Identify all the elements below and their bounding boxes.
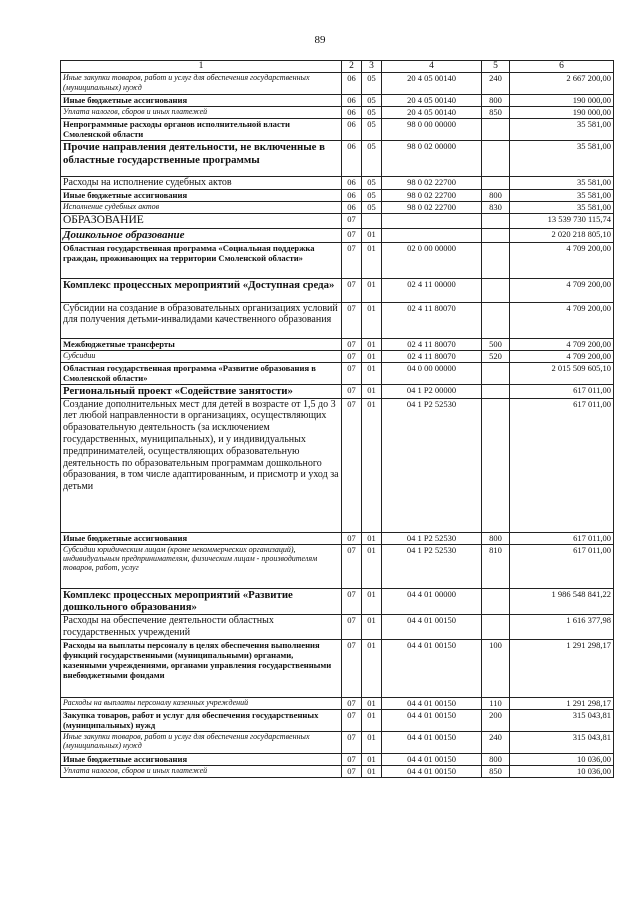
row-name-cell: Непрограммные расходы органов исполнительной власти Смоленской области	[61, 119, 342, 141]
header-col-2: 2	[342, 61, 362, 73]
row-name-cell: Иные бюджетные ассигнования	[61, 190, 342, 202]
header-col-3: 3	[362, 61, 382, 73]
table-row	[61, 214, 614, 229]
table-row	[61, 753, 614, 765]
table-row	[61, 384, 614, 398]
row-subsection-cell: 01	[362, 731, 382, 753]
row-subsection-cell: 01	[362, 228, 382, 242]
row-section-cell: 06	[342, 177, 362, 190]
row-name-cell: Региональный проект «Содействие занятости»	[61, 384, 342, 398]
row-expense-type-cell	[482, 384, 510, 398]
table-row	[61, 697, 614, 709]
row-subsection-cell: 05	[362, 73, 382, 95]
row-subsection-cell: 01	[362, 350, 382, 362]
row-target-article-cell: 04 4 01 00150	[382, 765, 482, 777]
row-subsection-cell: 05	[362, 141, 382, 177]
row-section-cell: 07	[342, 588, 362, 614]
row-amount-cell: 4 709 200,00	[510, 338, 614, 350]
row-amount-cell: 10 036,00	[510, 753, 614, 765]
row-target-article-cell: 02 4 11 80070	[382, 338, 482, 350]
row-name-cell: Иные бюджетные ассигнования	[61, 753, 342, 765]
row-section-cell: 07	[342, 615, 362, 640]
row-name-cell: Комплекс процессных мероприятий «Доступная среда»	[61, 278, 342, 302]
table-row	[61, 95, 614, 107]
table-row	[61, 615, 614, 640]
row-section-cell: 07	[342, 731, 362, 753]
row-name-cell: Областная государственная программа «Развитие образования в Смоленской области»	[61, 362, 342, 384]
row-amount-cell: 617 011,00	[510, 532, 614, 544]
row-section-cell: 07	[342, 709, 362, 731]
row-subsection-cell: 01	[362, 338, 382, 350]
row-expense-type-cell: 810	[482, 544, 510, 588]
row-amount-cell: 4 709 200,00	[510, 242, 614, 278]
row-target-article-cell: 98 0 02 22700	[382, 202, 482, 214]
row-name-cell: Уплата налогов, сборов и иных платежей	[61, 765, 342, 777]
row-target-article-cell: 04 4 01 00150	[382, 753, 482, 765]
row-name-cell: Иные бюджетные ассигнования	[61, 532, 342, 544]
row-subsection-cell: 01	[362, 765, 382, 777]
row-subsection-cell: 01	[362, 278, 382, 302]
row-subsection-cell: 05	[362, 119, 382, 141]
row-target-article-cell: 04 4 01 00150	[382, 709, 482, 731]
row-amount-cell: 315 043,81	[510, 731, 614, 753]
table-row	[61, 107, 614, 119]
row-amount-cell: 13 539 730 115,74	[510, 214, 614, 229]
table-row	[61, 119, 614, 141]
row-target-article-cell: 04 4 01 00150	[382, 639, 482, 697]
row-expense-type-cell	[482, 177, 510, 190]
row-subsection-cell: 05	[362, 190, 382, 202]
row-subsection-cell: 01	[362, 697, 382, 709]
row-section-cell: 06	[342, 119, 362, 141]
row-target-article-cell	[382, 228, 482, 242]
row-name-cell: Расходы на выплаты персоналу казенных учреждений	[61, 697, 342, 709]
row-section-cell: 07	[342, 532, 362, 544]
row-expense-type-cell	[482, 588, 510, 614]
table-row	[61, 544, 614, 588]
table-row	[61, 639, 614, 697]
row-name-cell: Расходы на исполнение судебных актов	[61, 177, 342, 190]
row-amount-cell: 190 000,00	[510, 107, 614, 119]
row-expense-type-cell	[482, 398, 510, 532]
row-section-cell: 06	[342, 95, 362, 107]
table-row	[61, 190, 614, 202]
row-amount-cell: 1 986 548 841,22	[510, 588, 614, 614]
row-target-article-cell: 02 4 11 80070	[382, 302, 482, 338]
row-section-cell: 07	[342, 765, 362, 777]
row-amount-cell: 617 011,00	[510, 384, 614, 398]
table-row	[61, 398, 614, 532]
row-expense-type-cell	[482, 615, 510, 640]
table-row	[61, 765, 614, 777]
row-subsection-cell: 05	[362, 107, 382, 119]
row-section-cell: 06	[342, 202, 362, 214]
table-row	[61, 73, 614, 95]
row-amount-cell: 4 709 200,00	[510, 278, 614, 302]
table-header-row	[61, 61, 614, 73]
row-name-cell: Прочие направления деятельности, не включенные в областные государственные программы	[61, 141, 342, 177]
table-row	[61, 731, 614, 753]
row-expense-type-cell	[482, 242, 510, 278]
row-section-cell: 06	[342, 73, 362, 95]
row-subsection-cell: 01	[362, 615, 382, 640]
row-name-cell: Создание дополнительных мест для детей в возрасте от 1,5 до 3 лет любой направленности в организациях, осуществляющих образовательную деятельность (за исключением государственных, муниципальных), и у индивидуальных предпринимателей, осуществляющих образовательную деятельность по образовательным программам дошкольного образования, в том числе адаптированным, и присмотр и уход за детьми	[61, 398, 342, 532]
row-target-article-cell: 02 4 11 00000	[382, 278, 482, 302]
row-amount-cell: 35 581,00	[510, 177, 614, 190]
header-col-6: 6	[510, 61, 614, 73]
row-name-cell: Иные бюджетные ассигнования	[61, 95, 342, 107]
row-target-article-cell: 98 0 02 00000	[382, 141, 482, 177]
row-expense-type-cell: 800	[482, 190, 510, 202]
row-subsection-cell: 01	[362, 242, 382, 278]
row-subsection-cell: 05	[362, 177, 382, 190]
row-target-article-cell: 04 4 01 00000	[382, 588, 482, 614]
row-amount-cell: 35 581,00	[510, 202, 614, 214]
row-expense-type-cell: 800	[482, 532, 510, 544]
row-target-article-cell: 04 4 01 00150	[382, 731, 482, 753]
table-row	[61, 302, 614, 338]
row-amount-cell: 190 000,00	[510, 95, 614, 107]
row-subsection-cell: 01	[362, 709, 382, 731]
header-col-5: 5	[482, 61, 510, 73]
table-row	[61, 338, 614, 350]
row-target-article-cell: 20 4 05 00140	[382, 107, 482, 119]
row-expense-type-cell: 500	[482, 338, 510, 350]
row-expense-type-cell	[482, 302, 510, 338]
row-section-cell: 07	[342, 278, 362, 302]
row-target-article-cell: 20 4 05 00140	[382, 73, 482, 95]
table-body	[61, 73, 614, 777]
row-target-article-cell: 20 4 05 00140	[382, 95, 482, 107]
row-subsection-cell: 01	[362, 302, 382, 338]
row-expense-type-cell: 240	[482, 731, 510, 753]
row-section-cell: 07	[342, 362, 362, 384]
row-target-article-cell: 04 1 P2 52530	[382, 532, 482, 544]
row-expense-type-cell: 850	[482, 765, 510, 777]
row-name-cell: Исполнение судебных актов	[61, 202, 342, 214]
header-col-4: 4	[382, 61, 482, 73]
row-section-cell: 07	[342, 697, 362, 709]
row-target-article-cell: 98 0 02 22700	[382, 177, 482, 190]
row-name-cell: Иные закупки товаров, работ и услуг для обеспечения государственных (муниципальных) нужд	[61, 731, 342, 753]
row-target-article-cell: 04 1 P2 00000	[382, 384, 482, 398]
table-row	[61, 588, 614, 614]
table-row	[61, 350, 614, 362]
row-expense-type-cell: 100	[482, 639, 510, 697]
table-row	[61, 228, 614, 242]
row-amount-cell: 1 616 377,98	[510, 615, 614, 640]
row-amount-cell: 617 011,00	[510, 398, 614, 532]
row-expense-type-cell: 800	[482, 753, 510, 765]
row-expense-type-cell: 520	[482, 350, 510, 362]
row-expense-type-cell	[482, 228, 510, 242]
row-section-cell: 07	[342, 398, 362, 532]
row-name-cell: Субсидии юридическим лицам (кроме некоммерческих организаций), индивидуальным предпринимателям, физическим лицам - производителям товаров, работ, услуг	[61, 544, 342, 588]
row-subsection-cell: 01	[362, 398, 382, 532]
row-amount-cell: 35 581,00	[510, 119, 614, 141]
table-row	[61, 202, 614, 214]
row-subsection-cell: 01	[362, 384, 382, 398]
row-section-cell: 06	[342, 141, 362, 177]
row-section-cell: 06	[342, 107, 362, 119]
row-amount-cell: 35 581,00	[510, 141, 614, 177]
row-amount-cell: 2 015 509 605,10	[510, 362, 614, 384]
row-section-cell: 07	[342, 228, 362, 242]
row-expense-type-cell: 850	[482, 107, 510, 119]
row-section-cell: 07	[342, 214, 362, 229]
row-expense-type-cell	[482, 214, 510, 229]
row-amount-cell: 1 291 298,17	[510, 697, 614, 709]
row-section-cell: 07	[342, 639, 362, 697]
row-name-cell: ОБРАЗОВАНИЕ	[61, 214, 342, 229]
row-section-cell: 07	[342, 242, 362, 278]
row-expense-type-cell	[482, 278, 510, 302]
row-expense-type-cell	[482, 119, 510, 141]
row-name-cell: Субсидии на создание в образовательных организациях условий для получения детьми-инвалидами качественного образования	[61, 302, 342, 338]
row-amount-cell: 35 581,00	[510, 190, 614, 202]
table-row	[61, 532, 614, 544]
row-subsection-cell: 01	[362, 362, 382, 384]
row-subsection-cell: 01	[362, 544, 382, 588]
row-name-cell: Расходы на обеспечение деятельности областных государственных учреждений	[61, 615, 342, 640]
row-name-cell: Субсидии	[61, 350, 342, 362]
row-subsection-cell: 01	[362, 532, 382, 544]
row-expense-type-cell: 110	[482, 697, 510, 709]
row-amount-cell: 2 020 218 805,10	[510, 228, 614, 242]
row-name-cell: Комплекс процессных мероприятий «Развитие дошкольного образования»	[61, 588, 342, 614]
row-name-cell: Расходы на выплаты персоналу в целях обеспечения выполнения функций государственными (муниципальными) органами, казенными учреждениями, органами управления государственными внебюджетными фондами	[61, 639, 342, 697]
row-section-cell: 07	[342, 544, 362, 588]
table-row	[61, 242, 614, 278]
row-amount-cell: 10 036,00	[510, 765, 614, 777]
row-section-cell: 07	[342, 338, 362, 350]
row-name-cell: Уплата налогов, сборов и иных платежей	[61, 107, 342, 119]
row-expense-type-cell: 830	[482, 202, 510, 214]
row-subsection-cell: 05	[362, 95, 382, 107]
table-row	[61, 362, 614, 384]
row-expense-type-cell: 240	[482, 73, 510, 95]
page-number: 89	[314, 34, 326, 46]
row-section-cell: 06	[342, 190, 362, 202]
row-name-cell: Дошкольное образование	[61, 228, 342, 242]
row-target-article-cell: 04 1 P2 52530	[382, 398, 482, 532]
row-subsection-cell: 01	[362, 588, 382, 614]
row-target-article-cell: 04 1 P2 52530	[382, 544, 482, 588]
row-expense-type-cell	[482, 141, 510, 177]
row-subsection-cell: 01	[362, 639, 382, 697]
row-target-article-cell: 04 0 00 00000	[382, 362, 482, 384]
table-row	[61, 709, 614, 731]
row-amount-cell: 4 709 200,00	[510, 350, 614, 362]
table-row	[61, 177, 614, 190]
row-subsection-cell	[362, 214, 382, 229]
table-row	[61, 141, 614, 177]
row-subsection-cell: 01	[362, 753, 382, 765]
row-expense-type-cell: 200	[482, 709, 510, 731]
row-name-cell: Областная государственная программа «Социальная поддержка граждан, проживающих на территории Смоленской области»	[61, 242, 342, 278]
row-name-cell: Межбюджетные трансферты	[61, 338, 342, 350]
row-target-article-cell: 02 4 11 80070	[382, 350, 482, 362]
row-name-cell: Закупка товаров, работ и услуг для обеспечения государственных (муниципальных) нужд	[61, 709, 342, 731]
row-amount-cell: 1 291 298,17	[510, 639, 614, 697]
row-target-article-cell: 98 0 00 00000	[382, 119, 482, 141]
table-row	[61, 278, 614, 302]
row-section-cell: 07	[342, 753, 362, 765]
row-expense-type-cell: 800	[482, 95, 510, 107]
budget-table	[60, 60, 614, 778]
row-target-article-cell: 04 4 01 00150	[382, 615, 482, 640]
row-section-cell: 07	[342, 350, 362, 362]
row-amount-cell: 617 011,00	[510, 544, 614, 588]
row-amount-cell: 4 709 200,00	[510, 302, 614, 338]
row-target-article-cell: 02 0 00 00000	[382, 242, 482, 278]
row-section-cell: 07	[342, 302, 362, 338]
row-amount-cell: 315 043,81	[510, 709, 614, 731]
row-amount-cell: 2 667 200,00	[510, 73, 614, 95]
row-name-cell: Иные закупки товаров, работ и услуг для обеспечения государственных (муниципальных) нужд	[61, 73, 342, 95]
row-target-article-cell: 04 4 01 00150	[382, 697, 482, 709]
row-target-article-cell: 98 0 02 22700	[382, 190, 482, 202]
row-target-article-cell	[382, 214, 482, 229]
row-expense-type-cell	[482, 362, 510, 384]
row-section-cell: 07	[342, 384, 362, 398]
header-col-1: 1	[61, 61, 342, 73]
row-subsection-cell: 05	[362, 202, 382, 214]
